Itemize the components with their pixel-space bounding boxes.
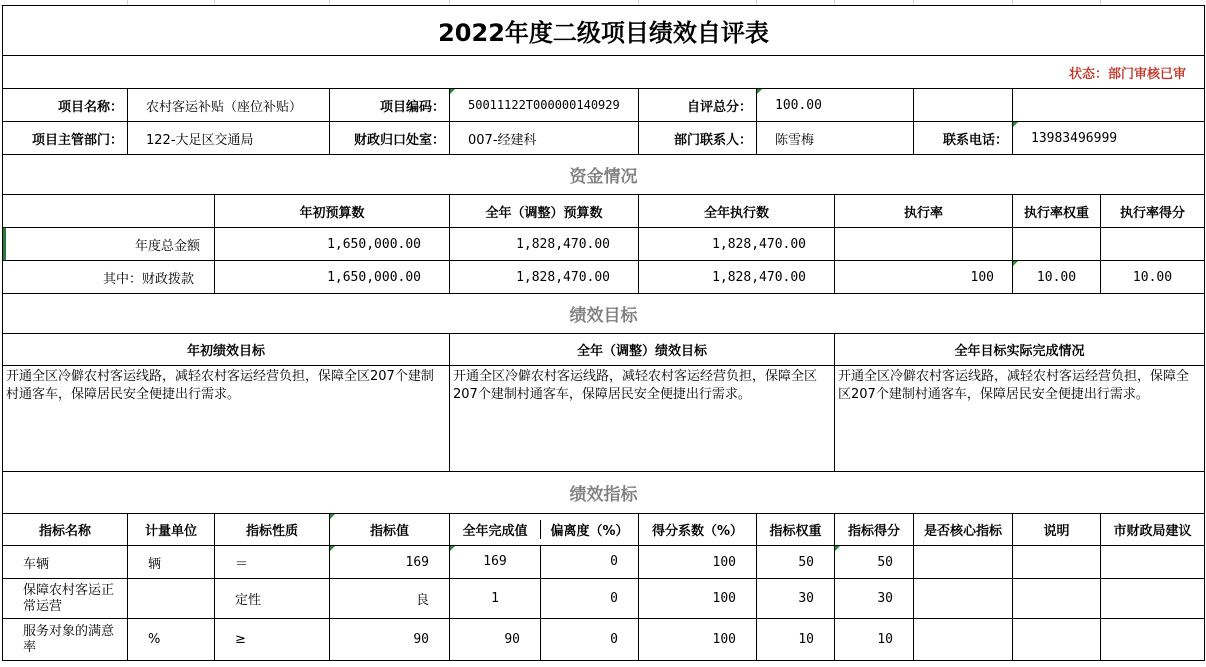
ind-target-cell[interactable]: 169 <box>330 546 450 579</box>
funds-row-label: 年度总金额 <box>3 228 215 261</box>
ind-advice-cell[interactable] <box>1101 619 1205 661</box>
funds-header-executed: 全年执行数 <box>639 195 835 228</box>
office-cell[interactable]: 007-经建科 <box>450 122 639 155</box>
ind-header-name: 指标名称 <box>3 514 128 546</box>
funds-weight-cell[interactable]: 10.00 <box>1013 261 1101 294</box>
funds-header-budget: 年初预算数 <box>215 195 450 228</box>
ind-score-cell[interactable]: 10 <box>835 619 914 661</box>
self-score-cell[interactable]: 100.00 <box>757 89 914 122</box>
ind-name-cell[interactable]: 服务对象的满意率 <box>3 619 128 661</box>
contact-cell[interactable]: 陈雪梅 <box>757 122 914 155</box>
funds-score-cell[interactable]: 10.00 <box>1101 261 1205 294</box>
ind-done-cell[interactable]: 169 <box>450 546 540 578</box>
ind-header-core: 是否核心指标 <box>914 514 1013 546</box>
funds-rate-cell[interactable] <box>835 228 1013 261</box>
ind-group-cell <box>450 579 639 619</box>
ind-group-cell <box>450 619 639 661</box>
ind-coef-cell[interactable]: 100 <box>639 579 757 619</box>
indicators-section-title: 绩效指标 <box>3 472 1205 514</box>
empty-cell[interactable] <box>1013 89 1205 122</box>
ind-header-group <box>450 514 639 546</box>
ind-advice-cell[interactable] <box>1101 546 1205 579</box>
ind-nature-cell[interactable]: 定性 <box>215 579 330 619</box>
ind-header-note: 说明 <box>1013 514 1101 546</box>
ind-unit-cell[interactable]: % <box>128 619 215 661</box>
funds-budget-cell[interactable]: 1,650,000.00 <box>215 261 450 294</box>
ind-group-cell <box>450 546 639 579</box>
page-title: 2022年度二级项目绩效自评表 <box>3 6 1205 56</box>
ind-core-cell[interactable] <box>914 546 1013 579</box>
ind-unit-cell[interactable]: 辆 <box>128 546 215 579</box>
table-row <box>3 546 1205 579</box>
ind-header-nature: 指标性质 <box>215 514 330 546</box>
phone-cell[interactable]: 13983496999 <box>1013 122 1205 155</box>
empty-cell[interactable] <box>914 89 1013 122</box>
ind-header-target: 指标值 <box>330 514 450 546</box>
funds-adjusted-cell[interactable]: 1,828,470.00 <box>450 261 639 294</box>
phone-label: 联系电话： <box>914 122 1013 155</box>
table-row <box>3 261 1205 294</box>
goals-header-adjusted: 全年（调整）绩效目标 <box>450 334 835 366</box>
goals-section-title: 绩效目标 <box>3 294 1205 334</box>
goals-header-actual: 全年目标实际完成情况 <box>835 334 1205 366</box>
ind-score-cell[interactable]: 30 <box>835 579 914 619</box>
goal-initial-text[interactable]: 开通全区冷僻农村客运线路，减轻农村客运经营负担，保障全区207个建制村通客车，保障居民安全便捷出行需求。 <box>3 366 450 472</box>
funds-header-adjusted: 全年（调整）预算数 <box>450 195 639 228</box>
table-row <box>3 619 1205 661</box>
ind-weight-cell[interactable]: 10 <box>757 619 835 661</box>
ind-dev-cell[interactable]: 0 <box>540 579 638 618</box>
ind-score-cell[interactable]: 50 <box>835 546 914 579</box>
funds-header-score: 执行率得分 <box>1101 195 1205 228</box>
office-label: 财政归口处室： <box>330 122 450 155</box>
ind-nature-cell[interactable]: ≥ <box>215 619 330 661</box>
dept-label: 项目主管部门： <box>3 122 128 155</box>
funds-weight-cell[interactable] <box>1013 228 1101 261</box>
ind-weight-cell[interactable]: 50 <box>757 546 835 579</box>
table-row <box>3 228 1205 261</box>
ind-name-cell[interactable]: 保障农村客运正常运营 <box>3 579 128 619</box>
ind-note-cell[interactable] <box>1013 579 1101 619</box>
funds-adjusted-cell[interactable]: 1,828,470.00 <box>450 228 639 261</box>
ind-target-cell[interactable]: 90 <box>330 619 450 661</box>
ind-weight-cell[interactable]: 30 <box>757 579 835 619</box>
ind-nature-cell[interactable]: ＝ <box>215 546 330 579</box>
goal-actual-text[interactable]: 开通全区冷僻农村客运线路，减轻农村客运经营负担，保障全区207个建制村通客车，保障居民安全便捷出行需求。 <box>835 366 1205 472</box>
funds-row-label: 其中：财政拨款 <box>3 261 215 294</box>
ind-header-coef: 得分系数（%） <box>639 514 757 546</box>
ind-note-cell[interactable] <box>1013 546 1101 579</box>
project-name-cell[interactable]: 农村客运补贴（座位补贴） <box>128 89 330 122</box>
funds-budget-cell[interactable]: 1,650,000.00 <box>215 228 450 261</box>
status-badge: 状态：部门审核已审 <box>3 56 1205 89</box>
funds-score-cell[interactable] <box>1101 228 1205 261</box>
project-code-label: 项目编码： <box>330 89 450 122</box>
funds-section-title: 资金情况 <box>3 155 1205 195</box>
goals-header-initial: 年初绩效目标 <box>3 334 450 366</box>
ind-note-cell[interactable] <box>1013 619 1101 661</box>
goal-adjusted-text[interactable]: 开通全区冷僻农村客运线路，减轻农村客运经营负担，保障全区207个建制村通客车，保障居民安全便捷出行需求。 <box>450 366 835 472</box>
ind-header-weight: 指标权重 <box>757 514 835 546</box>
evaluation-table <box>2 5 1205 661</box>
ind-core-cell[interactable] <box>914 619 1013 661</box>
ind-header-score: 指标得分 <box>835 514 914 546</box>
funds-executed-cell[interactable]: 1,828,470.00 <box>639 261 835 294</box>
ind-done-cell[interactable]: 90 <box>504 632 520 647</box>
ind-header-unit: 计量单位 <box>128 514 215 546</box>
ind-dev-cell[interactable]: 0 <box>540 546 638 578</box>
funds-executed-cell[interactable]: 1,828,470.00 <box>639 228 835 261</box>
ind-unit-cell[interactable] <box>128 579 215 619</box>
ind-target-cell[interactable]: 良 <box>330 579 450 619</box>
ind-header-done: 全年完成值 <box>462 524 528 539</box>
self-score-label: 自评总分： <box>639 89 757 122</box>
project-code-cell[interactable]: 50011122T000000140929 <box>450 89 639 122</box>
project-name-label: 项目名称： <box>3 89 128 122</box>
ind-header-advice: 市财政局建议 <box>1101 514 1205 546</box>
ind-core-cell[interactable] <box>914 579 1013 619</box>
ind-done-cell[interactable]: 1 <box>491 591 499 606</box>
contact-label: 部门联系人： <box>639 122 757 155</box>
ind-coef-cell[interactable]: 100 <box>639 546 757 579</box>
ind-dev-cell[interactable]: 0 <box>540 619 638 660</box>
dept-cell[interactable]: 122-大足区交通局 <box>128 122 330 155</box>
funds-header-weight: 执行率权重 <box>1013 195 1101 228</box>
ind-name-cell[interactable]: 车辆 <box>3 546 128 579</box>
funds-rate-cell[interactable]: 100 <box>835 261 1013 294</box>
table-row <box>3 579 1205 619</box>
ind-header-dev: 偏离度（%） <box>540 520 638 539</box>
ind-coef-cell[interactable]: 100 <box>639 619 757 661</box>
ind-advice-cell[interactable] <box>1101 579 1205 619</box>
funds-header-rate: 执行率 <box>835 195 1013 228</box>
empty-header-cell <box>3 195 215 228</box>
